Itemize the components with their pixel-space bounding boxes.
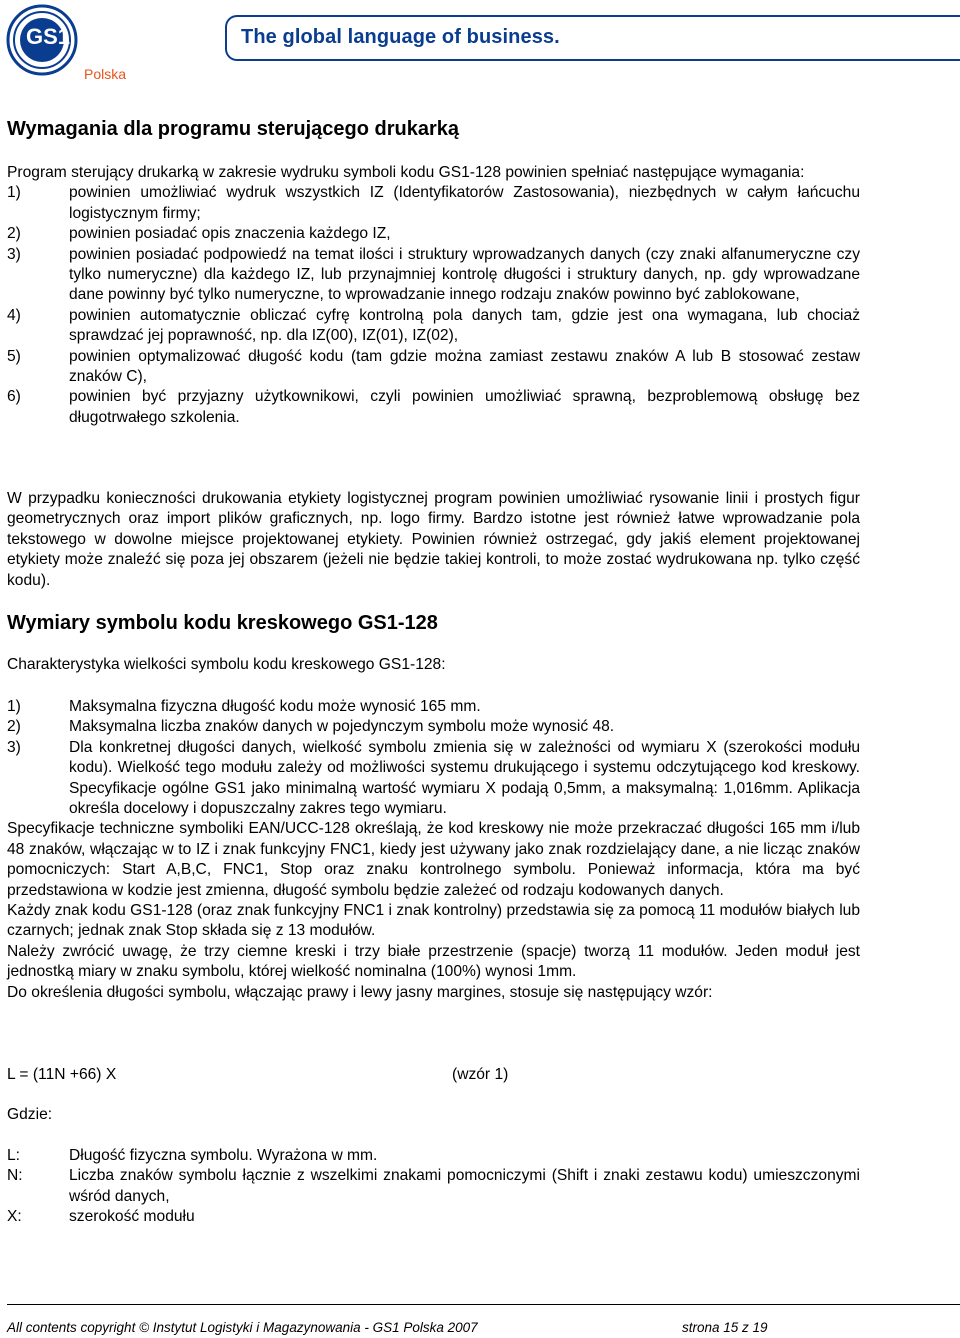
list-item [7,245,860,306]
section2-paragraph-3: Należy zwrócić uwagę, że trzy ciemne kreski i trzy białe przestrzenie (spacje) tworzą 11 modułów. Jeden moduł jest jednostką miary w znaku symbolu, której wielkość nominalna (100%) wynosi 1mm. [7,942,860,981]
formula-label: (wzór 1) [452,1066,509,1083]
list-item [7,717,860,737]
section1-body [7,163,860,428]
list-item [7,738,860,820]
gs1-logo [4,4,127,84]
list-text: powinien posiadać podpowiedź na temat ilości i struktury wprowadzanych danych (czy znaki alfanumeryczne czy tylko numeryczne) dla każdego IZ, lub przynajmniej kontrolę długości i struktury danych, np. gdy wprowadzane dane powinny być tylko numeryczne, to wprowadzanie innego rodzaju znaków powinno być zablokowane, [69,245,860,304]
section2-paragraph-2: Każdy znak kodu GS1-128 (oraz znak funkcyjny FNC1 i znak kontrolny) przedstawia się za pomocą 11 modułów białych lub czarnych; jednak znak Stop składa się z 13 modułów. [7,902,860,940]
definition-item [7,1207,860,1227]
list-number: 6) [7,388,21,406]
list-text: Maksymalna fizyczna długość kodu może wynosić 165 mm. [69,698,481,715]
section2-title: Wymiary symbolu kodu kreskowego GS1-128 [7,612,438,634]
section1-intro: Program sterujący drukarką w zakresie wydruku symboli kodu GS1-128 powinien spełniać następujące wymagania: [7,164,805,181]
definition-text: Liczba znaków symbolu łącznie z wszelkimi znakami pomocniczymi (Shift i znaki zestawu kodu) umieszczonymi wśród danych, [69,1167,860,1205]
list-number: 3) [7,245,21,263]
section2-intro-block [7,655,860,675]
section1-paragraph-block [7,489,860,591]
tagline: The global language of business. [241,26,560,48]
definition-key: X: [7,1208,22,1226]
list-number: 2) [7,225,21,243]
list-item [7,347,860,388]
list-item [7,697,860,717]
section2-intro: Charakterystyka wielkości symbolu kodu kreskowego GS1-128: [7,656,446,673]
definitions [7,1146,860,1228]
list-text: powinien optymalizować długość kodu (tam gdzie można zamiast zestawu znaków A lub B stosować zestaw znaków C), [69,347,860,386]
definition-key: L: [7,1147,21,1164]
section1-paragraph: W przypadku konieczności drukowania etykiety logistycznej program powinien umożliwiać rysowanie linii i prostych figur geometrycznych oraz import plików graficznych, np. logo firmy. Bardzo istotne jest również łatwe wprowadzanie pola tekstowego w dowolne miejsce projektowanej etykiety. Powinien również ostrzegać, gdy jakiś element projektowanej etykiety może znaleźć się poza jej obszarem (jeżeli nie będzie takiej kontroli, to może zostać wydrukowana np. tylko część kodu). [7,490,860,589]
section2-list [7,697,860,819]
list-text: Dla konkretnej długości danych, wielkość symbolu zmienia się w zależności od wymiaru X (szerokości modułu kodu). Wielkość tego modułu zależy od możliwości systemu drukującego i systemu odczytującego kod kreskowy. Specyfikacje ogólne GS1 jako minimalną wartość wymiaru X podają 0,5mm, a maksymalną: 1,016mm. Aplikacja określa docelowy i dopuszczalny zakres tego wymiaru. [69,738,860,818]
list-text: powinien umożliwiać wydruk wszystkich IZ (Identyfikatorów Zastosowania), niezbędnych w całym łańcuchu logistycznym firmy; [69,184,860,222]
list-number: 1) [7,698,21,715]
where-label-block [7,1105,860,1125]
footer-divider [7,1304,960,1305]
list-number: 2) [7,718,21,736]
definition-text: szerokość modułu [69,1208,195,1226]
list-item [7,224,860,244]
definition-item [7,1166,860,1207]
section1-list [7,183,860,428]
section1-title: Wymagania dla programu sterującego drukarką [7,118,460,140]
list-number: 4) [7,306,21,324]
section2-paragraph-1: Specyfikacje techniczne symboliki EAN/UCC-128 określają, że kod kreskowy nie może przekraczać długości 165 mm i/lub 48 znaków, włączając w to IZ i znak funkcyjny FNC1, kiedy jest używany jako znak rozdzielający dane, a nie licząc znaków pomocniczych: Start A,B,C, FNC1, Stop oraz znaku kontrolnego symbolu. Ponieważ informacja, która ma być przedstawiona w kodzie jest zmienna, długość symbolu będzie zależeć od rodzaju kodowanych danych. [7,820,860,899]
tagline-banner [225,15,960,61]
logo-text: GS1 [26,24,71,49]
list-text: Maksymalna liczba znaków danych w pojedynczym symbolu może wynosić 48. [69,718,615,736]
definition-text: Długość fizyczna symbolu. Wyrażona w mm. [69,1147,378,1164]
list-number: 1) [7,184,21,202]
list-text: powinien być przyjazny użytkownikowi, czyli powinien umożliwiać sprawną, bezproblemową obsługę bez długotrwałego szkolenia. [69,388,860,426]
definition-item [7,1146,860,1166]
page-number: strona 15 z 19 [682,1320,768,1335]
footer-copyright: All contents copyright © Instytut Logistyki i Magazynowania - GS1 Polska 2007 [7,1320,478,1335]
list-number: 3) [7,738,21,756]
list-number: 5) [7,347,21,365]
list-text: powinien posiadać opis znaczenia każdego IZ, [69,225,391,243]
definition-key: N: [7,1167,23,1185]
where-label: Gdzie: [7,1106,53,1123]
list-item [7,183,860,224]
formula: L = (11N +66) X [7,1066,117,1083]
logo-subtitle: Polska [84,66,127,82]
section2-paragraph-4: Do określenia długości symbolu, włączając prawy i lewy jasny margines, stosuje się następujący wzór: [7,983,713,1001]
list-item [7,306,860,347]
section2-body [7,697,860,1003]
page-header [0,0,960,90]
list-text: powinien automatycznie obliczać cyfrę kontrolną pola danych tam, gdzie jest ona wymagana, lub chociaż sprawdzać jej poprawność, np. dla IZ(00), IZ(01), IZ(02), [69,306,860,345]
list-item [7,387,860,428]
